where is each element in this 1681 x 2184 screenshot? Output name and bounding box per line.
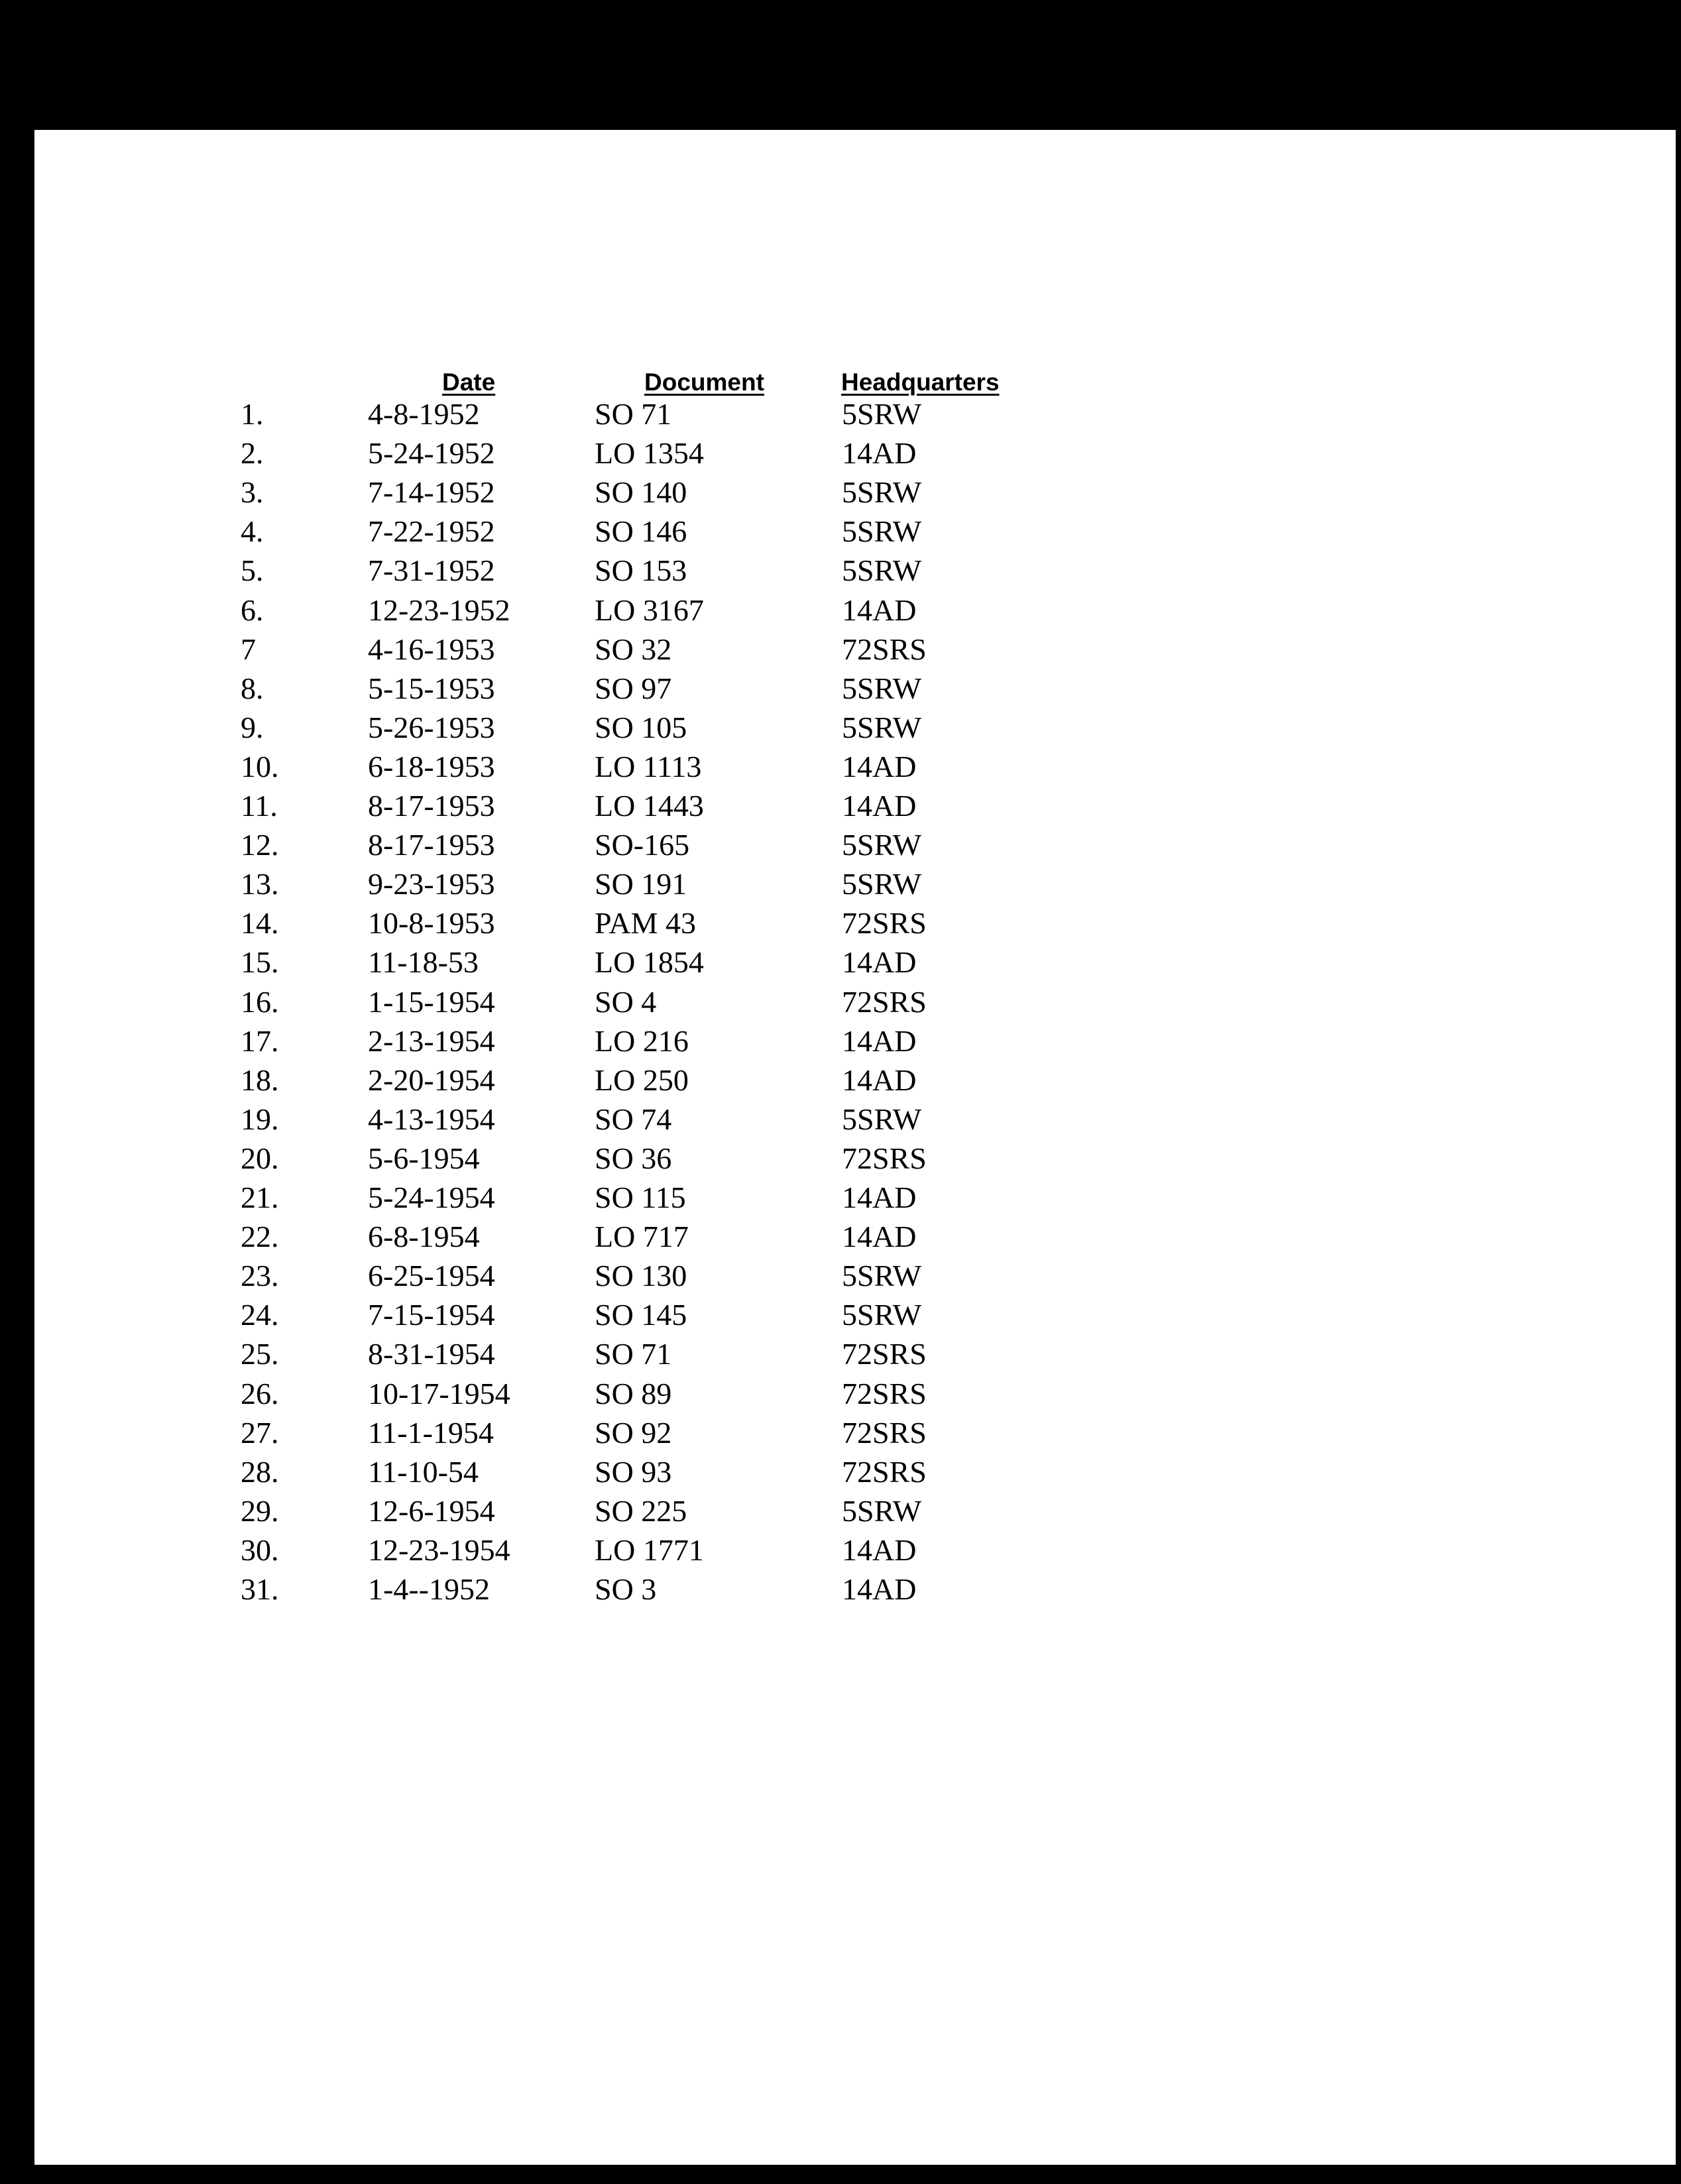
row-date: 5-24-1954 xyxy=(368,1180,495,1214)
row-date: 12-6-1954 xyxy=(368,1493,495,1528)
table-row xyxy=(34,947,1676,986)
row-number: 6. xyxy=(241,593,264,627)
table-row xyxy=(34,1493,1676,1535)
row-document: LO 717 xyxy=(595,1220,689,1254)
table-row xyxy=(34,477,1676,516)
row-document: SO 71 xyxy=(595,1337,672,1371)
row-headquarters: 5SRW xyxy=(842,1298,922,1332)
row-number: 1. xyxy=(241,397,264,431)
table-row xyxy=(34,908,1676,947)
row-date: 12-23-1952 xyxy=(368,593,510,627)
row-number: 16. xyxy=(241,984,279,1019)
row-headquarters: 14AD xyxy=(842,749,917,783)
row-date: 6-18-1953 xyxy=(368,749,495,783)
row-date: 11-18-53 xyxy=(368,945,479,980)
row-date: 7-15-1954 xyxy=(368,1298,495,1332)
row-number: 2. xyxy=(241,436,264,471)
row-date: 1-4--1952 xyxy=(368,1572,490,1606)
row-number: 14. xyxy=(241,906,279,941)
row-headquarters: 72SRS xyxy=(842,632,927,666)
document-table xyxy=(34,130,1676,2165)
row-headquarters: 14AD xyxy=(842,1220,917,1254)
row-document: LO 1113 xyxy=(595,749,702,783)
row-date: 12-23-1954 xyxy=(368,1532,510,1567)
row-headquarters: 14AD xyxy=(842,1532,917,1567)
row-date: 8-17-1953 xyxy=(368,789,495,823)
row-document: LO 1854 xyxy=(595,945,704,980)
row-headquarters: 5SRW xyxy=(842,1102,922,1136)
row-number: 9. xyxy=(241,710,264,744)
row-date: 8-31-1954 xyxy=(368,1337,495,1371)
table-row xyxy=(34,634,1676,673)
row-date: 10-17-1954 xyxy=(368,1376,510,1410)
row-document: LO 1354 xyxy=(595,436,704,471)
row-number: 26. xyxy=(241,1376,279,1410)
row-headquarters: 72SRS xyxy=(842,906,927,941)
row-date: 6-8-1954 xyxy=(368,1220,480,1254)
row-number: 13. xyxy=(241,867,279,901)
row-date: 2-20-1954 xyxy=(368,1063,495,1097)
row-headquarters: 72SRS xyxy=(842,1376,927,1410)
table-row xyxy=(34,1261,1676,1300)
table-row xyxy=(34,1574,1676,1613)
row-date: 11-10-54 xyxy=(368,1454,479,1489)
row-document: SO 145 xyxy=(595,1298,687,1332)
row-date: 1-15-1954 xyxy=(368,984,495,1019)
row-document: SO 93 xyxy=(595,1454,672,1489)
row-headquarters: 72SRS xyxy=(842,1415,927,1450)
row-document: LO 1771 xyxy=(595,1532,704,1567)
row-number: 7 xyxy=(241,632,256,666)
row-document: SO 3 xyxy=(595,1572,657,1606)
row-headquarters: 5SRW xyxy=(842,867,922,901)
row-date: 6-25-1954 xyxy=(368,1259,495,1293)
row-document: SO 105 xyxy=(595,710,687,744)
table-row xyxy=(34,791,1676,830)
row-headquarters: 5SRW xyxy=(842,1493,922,1528)
row-headquarters: 5SRW xyxy=(842,828,922,862)
row-number: 25. xyxy=(241,1337,279,1371)
table-row xyxy=(34,595,1676,634)
row-number: 29. xyxy=(241,1493,279,1528)
row-number: 4. xyxy=(241,514,264,549)
row-document: LO 250 xyxy=(595,1063,689,1097)
row-headquarters: 14AD xyxy=(842,1063,917,1097)
row-document: SO 4 xyxy=(595,984,657,1019)
row-headquarters: 14AD xyxy=(842,436,917,471)
row-number: 19. xyxy=(241,1102,279,1136)
row-document: SO 97 xyxy=(595,671,672,705)
row-headquarters: 5SRW xyxy=(842,397,922,431)
row-number: 31. xyxy=(241,1572,279,1606)
table-row xyxy=(34,1222,1676,1261)
table-row xyxy=(34,555,1676,595)
row-date: 10-8-1953 xyxy=(368,906,495,941)
row-number: 22. xyxy=(241,1220,279,1254)
row-headquarters: 14AD xyxy=(842,789,917,823)
row-document: LO 216 xyxy=(595,1023,689,1058)
table-row xyxy=(34,516,1676,555)
row-headquarters: 5SRW xyxy=(842,475,922,510)
table-row xyxy=(34,1182,1676,1222)
row-date: 4-13-1954 xyxy=(368,1102,495,1136)
table-row xyxy=(34,438,1676,477)
row-headquarters: 72SRS xyxy=(842,1454,927,1489)
row-number: 5. xyxy=(241,553,264,588)
row-document: PAM 43 xyxy=(595,906,696,941)
row-number: 28. xyxy=(241,1454,279,1489)
row-date: 4-8-1952 xyxy=(368,397,480,431)
row-number: 21. xyxy=(241,1180,279,1214)
row-date: 5-15-1953 xyxy=(368,671,495,705)
row-headquarters: 5SRW xyxy=(842,671,922,705)
table-row xyxy=(34,1065,1676,1104)
row-headquarters: 14AD xyxy=(842,1023,917,1058)
row-number: 10. xyxy=(241,749,279,783)
row-date: 5-6-1954 xyxy=(368,1141,480,1175)
row-document: SO-165 xyxy=(595,828,690,862)
row-headquarters: 72SRS xyxy=(842,1337,927,1371)
row-number: 11. xyxy=(241,789,278,823)
row-headquarters: 14AD xyxy=(842,593,917,627)
date-column-header: Date xyxy=(442,369,496,396)
row-date: 7-14-1952 xyxy=(368,475,495,510)
table-row xyxy=(34,673,1676,713)
table-row xyxy=(34,1300,1676,1339)
row-number: 17. xyxy=(241,1023,279,1058)
table-row xyxy=(34,710,1676,752)
table-row xyxy=(34,1023,1676,1065)
row-document: SO 74 xyxy=(595,1102,672,1136)
table-row xyxy=(34,984,1676,1026)
document-column-header: Document xyxy=(644,369,764,396)
row-date: 5-26-1953 xyxy=(368,710,495,744)
row-number: 12. xyxy=(241,828,279,862)
row-date: 7-31-1952 xyxy=(368,553,495,588)
table-row xyxy=(34,1454,1676,1496)
row-date: 9-23-1953 xyxy=(368,867,495,901)
row-date: 5-24-1952 xyxy=(368,436,495,471)
row-date: 8-17-1953 xyxy=(368,828,495,862)
table-row xyxy=(34,1104,1676,1143)
table-row xyxy=(34,1376,1676,1418)
row-document: SO 225 xyxy=(595,1493,687,1528)
table-row xyxy=(34,399,1676,438)
row-number: 18. xyxy=(241,1063,279,1097)
table-row xyxy=(34,1143,1676,1182)
row-headquarters: 14AD xyxy=(842,1572,917,1606)
row-date: 2-13-1954 xyxy=(368,1023,495,1058)
row-document: SO 89 xyxy=(595,1376,672,1410)
row-date: 11-1-1954 xyxy=(368,1415,494,1450)
row-headquarters: 72SRS xyxy=(842,1141,927,1175)
row-document: SO 32 xyxy=(595,632,672,666)
row-document: SO 191 xyxy=(595,867,687,901)
row-number: 8. xyxy=(241,671,264,705)
row-document: SO 71 xyxy=(595,397,672,431)
row-date: 7-22-1952 xyxy=(368,514,495,549)
row-document: LO 1443 xyxy=(595,789,704,823)
row-headquarters: 14AD xyxy=(842,945,917,980)
row-headquarters: 14AD xyxy=(842,1180,917,1214)
row-document: LO 3167 xyxy=(595,593,704,627)
row-headquarters: 5SRW xyxy=(842,514,922,549)
table-row xyxy=(34,869,1676,908)
row-headquarters: 72SRS xyxy=(842,984,927,1019)
row-document: SO 146 xyxy=(595,514,687,549)
row-document: SO 115 xyxy=(595,1180,686,1214)
row-document: SO 92 xyxy=(595,1415,672,1450)
row-number: 30. xyxy=(241,1532,279,1567)
headquarters-column-header: Headquarters xyxy=(841,369,1000,396)
row-number: 23. xyxy=(241,1259,279,1293)
row-number: 15. xyxy=(241,945,279,980)
table-row xyxy=(34,1415,1676,1457)
row-number: 20. xyxy=(241,1141,279,1175)
row-headquarters: 5SRW xyxy=(842,553,922,588)
table-row xyxy=(34,830,1676,869)
row-headquarters: 5SRW xyxy=(842,710,922,744)
row-document: SO 140 xyxy=(595,475,687,510)
row-date: 4-16-1953 xyxy=(368,632,495,666)
table-row xyxy=(34,749,1676,791)
row-number: 3. xyxy=(241,475,264,510)
row-number: 24. xyxy=(241,1298,279,1332)
table-row xyxy=(34,1339,1676,1378)
row-document: SO 153 xyxy=(595,553,687,588)
document-page xyxy=(34,130,1676,2165)
table-row xyxy=(34,1532,1676,1574)
row-number: 27. xyxy=(241,1415,279,1450)
row-document: SO 36 xyxy=(595,1141,672,1175)
row-document: SO 130 xyxy=(595,1259,687,1293)
row-headquarters: 5SRW xyxy=(842,1259,922,1293)
